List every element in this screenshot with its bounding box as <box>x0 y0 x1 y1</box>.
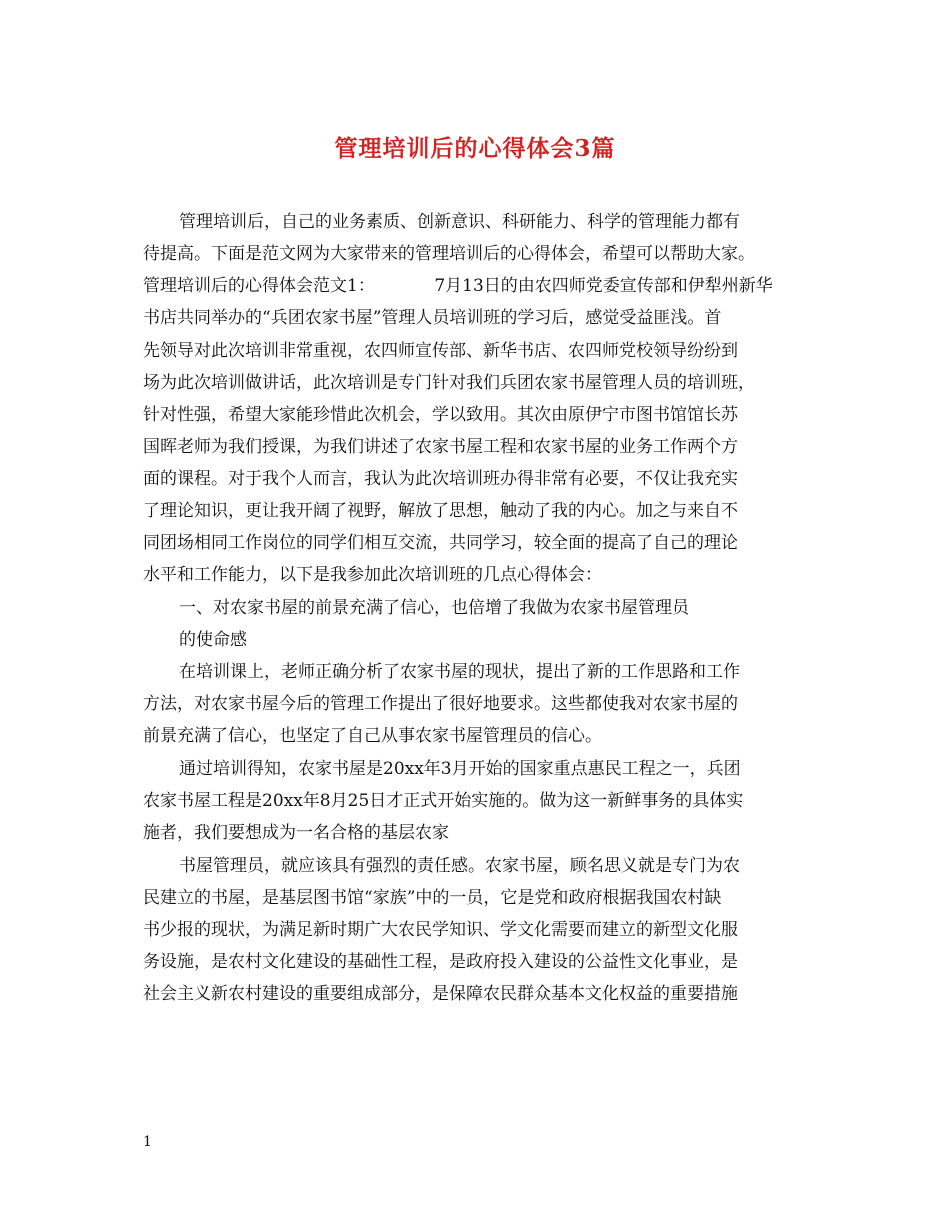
text-line: 场为此次培训做讲话，此次培训是专门针对我们兵团农家书屋管理人员的培训班， <box>143 373 755 393</box>
text-line: 务设施，是农村文化建设的基础性工程，是政府投入建设的公益性文化事业，是 <box>143 952 738 972</box>
text-line: 民建立的书屋，是基层图书馆“家族”中的一员，它是党和政府根据我国农村缺 <box>143 888 722 908</box>
text-line: 书屋管理员，就应该具有强烈的责任感。农家书屋，顾名思义就是专门为农 <box>179 856 740 876</box>
text-line: 的使命感 <box>179 630 247 650</box>
text-line: 农家书屋工程是20xx年8月25日才正式开始实施的。做为这一新鲜事务的具体实 <box>143 791 744 811</box>
text-line: 针对性强，希望大家能珍惜此次机会，学以致用。其次由原伊宁市图书馆馆长苏 <box>143 405 738 425</box>
text-line: 面的课程。对于我个人而言，我认为此次培训班办得非常有必要，不仅让我充实 <box>143 469 738 489</box>
text-line: 方法，对农家书屋今后的管理工作提出了很好地要求。这些都使我对农家书屋的 <box>143 694 738 714</box>
text-line: 管理培训后，自己的业务素质、创新意识、科研能力、科学的管理能力都有 <box>179 212 740 232</box>
text-line: 通过培训得知，农家书屋是20xx年3月开始的国家重点惠民工程之一，兵团 <box>179 759 741 779</box>
page-number: 1 <box>143 1134 152 1150</box>
text-line: 一、对农家书屋的前景充满了信心，也倍增了我做为农家书屋管理员 <box>179 598 689 618</box>
document-title: 管理培训后的心得体会3篇 <box>334 135 616 162</box>
text-line: 了理论知识，更让我开阔了视野，解放了思想，触动了我的内心。加之与来自不 <box>143 501 738 521</box>
text-line: 国晖老师为我们授课，为我们讲述了农家书屋工程和农家书屋的业务工作两个方 <box>143 437 738 457</box>
text-line: 待提高。下面是范文网为大家带来的管理培训后的心得体会，希望可以帮助大家。 <box>143 244 755 264</box>
text-line: 同团场相同工作岗位的同学们相互交流，共同学习，较全面的提高了自己的理论 <box>143 533 738 553</box>
text-line: 水平和工作能力，以下是我参加此次培训班的几点心得体会： <box>143 565 602 585</box>
text-line: 书少报的现状，为满足新时期广大农民学知识、学文化需要而建立的新型文化服 <box>143 920 738 940</box>
text-line: 先领导对此次培训非常重视，农四师宣传部、新华书店、农四师党校领导纷纷到 <box>143 341 738 361</box>
text-line: 施者，我们要想成为一名合格的基层农家 <box>143 823 449 843</box>
text-line: 社会主义新农村建设的重要组成部分，是保障农民群众基本文化权益的重要措施 <box>143 984 738 1004</box>
text-line: 在培训课上，老师正确分析了农家书屋的现状，提出了新的工作思路和工作 <box>179 662 740 682</box>
text-line: 前景充满了信心，也坚定了自己从事农家书屋管理员的信心。 <box>143 726 602 746</box>
text-line: 管理培训后的心得体会范文1： 7月13日的由农四师党委宣传部和伊犁州新华 <box>143 276 773 296</box>
text-line: 书店共同举办的“兵团农家书屋”管理人员培训班的学习后，感觉受益匪浅。首 <box>143 308 722 328</box>
